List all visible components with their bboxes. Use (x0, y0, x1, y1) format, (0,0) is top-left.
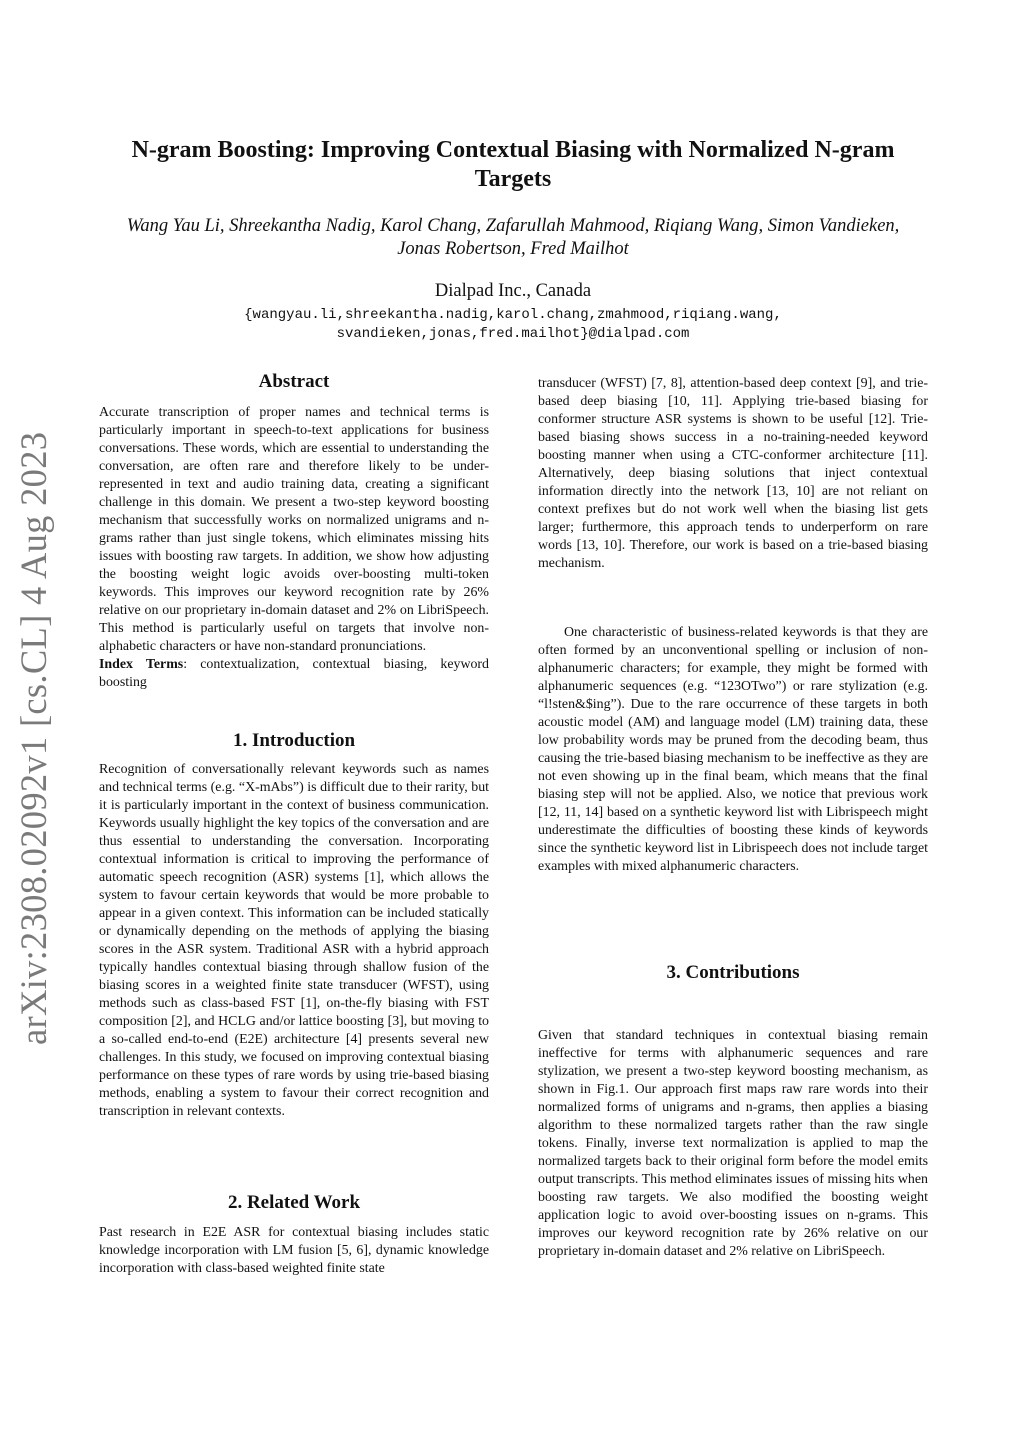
contributions-text: Given that standard techniques in contextual biasing remain ineffective for terms with alphanumeric sequences and rare stylization, we present a two-step keyword boosting mechanism, as shown in Fig.1. Our approach first maps raw rare words into their normalized forms of unigrams and n-grams, then applies a biasing algorithm to these normalized targets rather than the raw single tokens. Finally, inverse text normalization is applied to map the normalized targets back to their original form before the model emits output transcripts. This method eliminates issues of missing hits when boosting raw targets. We also modified the boosting weight application logic to avoid over-boosting issues on n-grams. This improves our keyword recognition rate by 26% relative on our proprietary in-domain dataset and 2% relative on LibriSpeech. (538, 1028, 928, 1259)
abstract-text: Accurate transcription of proper names and technical terms is particularly important in speech-to-text applications for business conversations. These words, which are essential to understanding the conversation, are often rare and therefore likely to be under-represented in text and audio training data, creating a significant challenge in this domain. We present a two-step keyword boosting mechanism that successfully works on normalized unigrams and n-grams rather than just single tokens, which eliminates missing hits issues with boosting raw targets. In addition, we show how adjusting the boosting weight logic avoids over-boosting multi-token keywords. This improves our keyword recognition rate by 26% relative on our proprietary in-domain dataset and 2% on LibriSpeech. This method is particularly useful on targets that involve non-alphabetic characters or have non-standard pronunciations. (99, 405, 489, 654)
affiliation: Dialpad Inc., Canada (434, 281, 592, 301)
related-work-heading: 2. Related Work (227, 1192, 361, 1213)
paper-title: N-gram Boosting: Improving Contextual Biasing with Normalized N-gram Targets (131, 137, 895, 192)
introduction-body (99, 761, 489, 1121)
related-work-continued-text: transducer (WFST) [7, 8], attention-based deep context [9], and trie-based deep biasing [10, 11]. Applying trie-based biasing for conformer structure ASR systems is shown to be useful [12]. Trie-based biasing shows success in a no-training-needed keyword boosting manner when using a CTC-conformer architecture [11]. Alternatively, deep biasing solutions that inject contextual information directly into the network [13, 10] are not reliant on context prefixes but do not work well when the biasing list gets larger; furthermore, this approach tends to underperform on rare words [13, 10]. Therefore, our work is based on a trie-based biasing mechanism. (538, 376, 928, 571)
introduction-heading: 1. Introduction (232, 730, 356, 751)
keyword-characteristics-text: One characteristic of business-related keywords is that they are often formed by an unconventional spelling or inclusion of non-alphanumeric characters; for example, they might be formed with alphanumeric sequences (e.g. “123OTwo”) or rare stylization (e.g. “l!sten&$ing”). Due to the rare occurrence of these targets in both acoustic model (AM) and language model (LM) training data, these low probability words may be pruned from the decoding beam, thus causing the trie-based biasing mechanism to be ineffective as they are not even showing up in the final beam, which means that the final biasing step will not be applied. Also, we notice that previous work [12, 11, 14] based on a synthetic keyword list with Librispeech might underestimate the difficulties of boosting these kinds of keywords since the synthetic keyword list in Librispeech does not include target examples with mixed alphanumeric characters. (538, 625, 928, 874)
index-terms-label: Index Terms (99, 657, 184, 672)
abstract-heading: Abstract (258, 371, 330, 392)
related-work-body (99, 1224, 489, 1278)
index-terms (99, 656, 489, 692)
emails-line-1: {wangyau.li,shreekantha.nadig,karol.chang,zmahmood,riqiang.wang, (244, 307, 782, 323)
contributions-body (538, 1027, 928, 1261)
keyword-characteristics-paragraph (538, 624, 928, 876)
emails-line-2: svandieken,jonas,fred.mailhot}@dialpad.com (336, 326, 690, 342)
introduction-text: Recognition of conversationally relevant keywords such as names and technical terms (e.g. “X-mAbs”) is difficult due to their rarity, but it is particularly important in the context of business communication. Keywords usually highlight the key topics of the conversation and are thus essential to understanding the conversation. Incorporating contextual information is critical to improving the performance of automatic speech recognition (ASR) systems [1], which allows the system to favour certain keywords that would be more probable to appear in a given context. This information can be included statically or dynamically depending on the methods of applying the biasing scores in the ASR system. Traditional ASR with a hybrid approach typically handles contextual biasing through shallow fusion of the biasing scores in a weighted finite state transducer (WFST), using methods such as class-based FST [1], on-the-fly biasing with FST composition [2], and HCLG and/or lattice boosting [3], but moving to a so-called end-to-end (E2E) architecture [4] presents several new challenges. In this study, we focused on improving contextual biasing performance on these types of rare words by using trie-based biasing methods, enabling a system to favour their correct recognition and transcription in relevant contexts. (99, 762, 489, 1119)
abstract-body (99, 404, 489, 692)
index-terms-text: : contextualization, contextual biasing, keyword boosting (99, 657, 489, 690)
contributions-heading: 3. Contributions (666, 962, 800, 983)
author-emails (100, 306, 926, 344)
related-work-continued (538, 375, 928, 573)
related-work-text: Past research in E2E ASR for contextual biasing includes static knowledge incorporation with LM fusion [5, 6], dynamic knowledge incorporation with class-based weighted finite state (99, 1225, 489, 1276)
arxiv-identifier-stamp: arXiv:2308.02092v1 [cs.CL] 4 Aug 2023 (13, 431, 54, 1045)
author-list: Wang Yau Li, Shreekantha Nadig, Karol Chang, Zafarullah Mahmood, Riqiang Wang, Simon Vandieken, Jonas Robertson, Fred Mailhot (126, 216, 900, 259)
